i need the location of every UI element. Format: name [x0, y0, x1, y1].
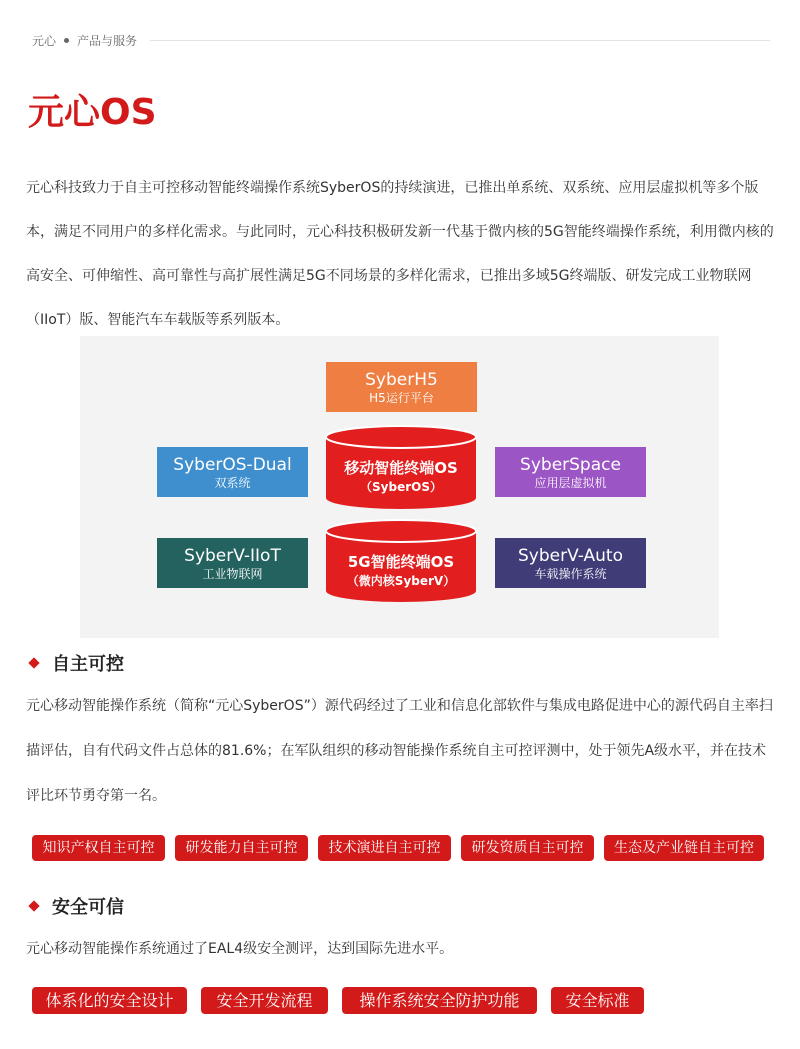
syberh5-subtitle: H5运行平台 — [369, 391, 434, 405]
syberv-iiot-subtitle: 工业物联网 — [202, 567, 263, 581]
breadcrumb — [32, 31, 137, 49]
breadcrumb-separator-icon — [64, 38, 69, 43]
breadcrumb-current[interactable]: 产品与服务 — [77, 33, 138, 48]
syberv-auto-title: SyberV-Auto — [518, 546, 623, 566]
cylinder-top-label — [326, 458, 476, 496]
breadcrumb-root[interactable]: 元心 — [32, 33, 57, 48]
section-autonomy-heading — [30, 650, 124, 676]
diamond-bullet-icon — [28, 900, 39, 911]
cylinder-top-line2: （SyberOS） — [360, 480, 442, 494]
security-tag: 安全标准 — [551, 987, 644, 1014]
security-tags — [32, 987, 658, 1014]
autonomy-tag: 研发资质自主可控 — [461, 835, 594, 861]
autonomy-tag: 知识产权自主可控 — [32, 835, 165, 861]
product-diagram — [80, 336, 719, 638]
cylinder-bottom-label — [326, 552, 476, 590]
autonomy-tag: 研发能力自主可控 — [175, 835, 308, 861]
syberspace-subtitle: 应用层虚拟机 — [534, 476, 607, 490]
intro-paragraph: 元心科技致力于自主可控移动智能终端操作系统SyberOS的持续演进，已推出单系统、双系统、应用层虚拟机等多个版本，满足不同用户的多样化需求。与此同时，元心科技积极研发新一代基于微内核的5G智能终端操作系统，利用微内核的高安全、可伸缩性、高可靠性与高扩展性满足5G不同场景的多样化需求，已推出多域5G终端版、研发完成工业物联网（IIoT）版、智能汽车车载版等系列版本。 — [26, 180, 774, 328]
security-tag: 体系化的安全设计 — [32, 987, 187, 1014]
section-autonomy-title: 自主可控 — [52, 654, 124, 675]
section-security-title: 安全可信 — [52, 897, 124, 918]
syberh5-title: SyberH5 — [365, 370, 438, 390]
section-security-text: 元心移动智能操作系统通过了EAL4级安全测评，达到国际先进水平。 — [26, 941, 454, 957]
syberspace-title: SyberSpace — [520, 455, 621, 475]
syberos-dual-subtitle: 双系统 — [214, 476, 251, 490]
syberos-dual-title: SyberOS-Dual — [173, 455, 292, 475]
security-tag: 安全开发流程 — [201, 987, 328, 1014]
diamond-bullet-icon — [28, 657, 39, 668]
autonomy-tag: 技术演进自主可控 — [318, 835, 451, 861]
syberv-auto-subtitle: 车载操作系统 — [534, 567, 607, 581]
cylinder-top-line1: 移动智能终端OS — [344, 459, 458, 477]
cylinder-bottom-line2: （微内核SyberV） — [346, 574, 456, 588]
autonomy-tag: 生态及产业链自主可控 — [604, 835, 764, 861]
section-autonomy-text: 元心移动智能操作系统（简称“元心SyberOS”）源代码经过了工业和信息化部软件与集成电路促进中心的源代码自主率扫描评估，自有代码文件占总体的81.6%；在军队组织的移动智能操作系统自主可控评测中，处于领先A级水平，并在技术评比环节勇夺第一名。 — [26, 698, 773, 804]
page-title: 元心OS — [28, 92, 157, 133]
breadcrumb-divider — [150, 40, 770, 41]
security-tag: 操作系统安全防护功能 — [342, 987, 537, 1014]
autonomy-tags — [32, 835, 774, 861]
syberv-iiot-title: SyberV-IIoT — [184, 546, 281, 566]
cylinder-bottom-line1: 5G智能终端OS — [347, 553, 455, 571]
section-security-heading — [30, 893, 124, 919]
